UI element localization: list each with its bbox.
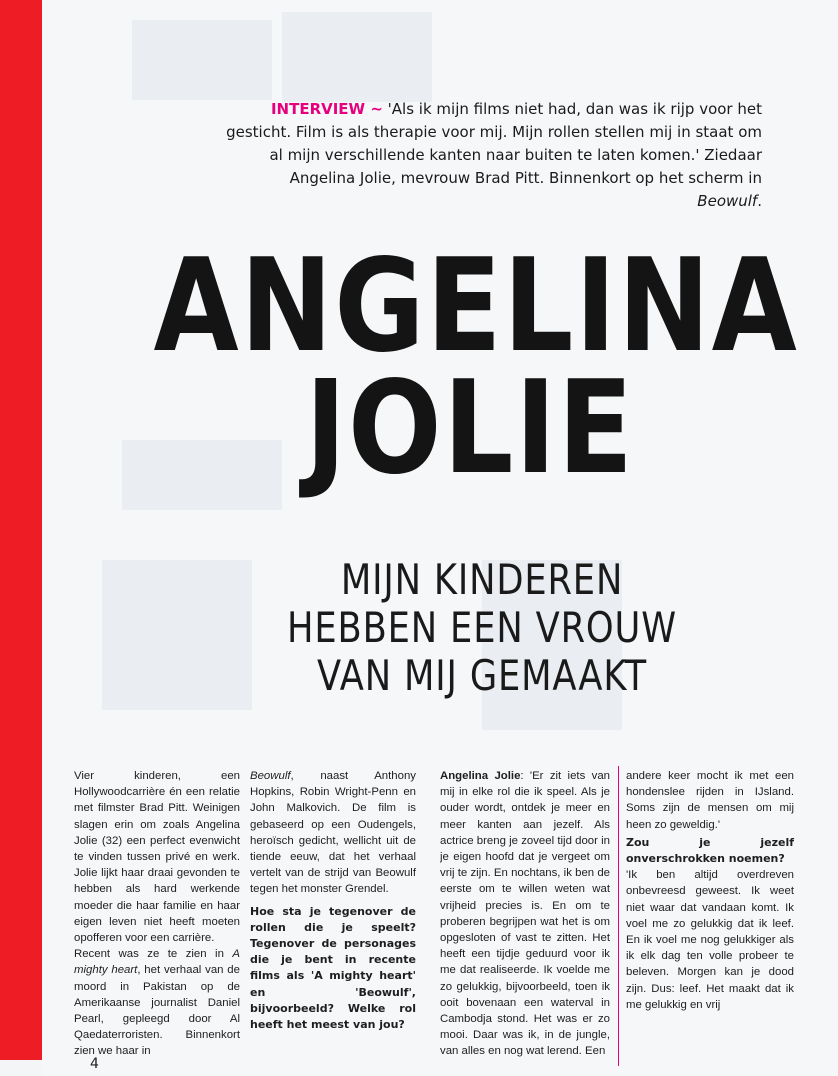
subheadline-line-3: VAN MIJ GEMAAKT (317, 651, 647, 700)
body-column-4 (626, 768, 794, 1068)
body-column-1 (74, 768, 240, 1068)
subheadline (247, 556, 717, 700)
answer-1-text: : 'Er zit iets van mij in elke rol die ik speel. Als je ouder wordt, ontdek je meer en meer kanten aan jezelf. Als actrice breng je zoveel tijd door in je eigen hoofd dat je vergeet om vrij te zijn. En nochtans, ik ben de eerste om te willen weten wat vrijheid precies is. En om te proberen begrijpen wat het is om opgesloten of vast te zitten. Het heeft een tijdje geduurd voor ik me dat realiseerde. Ik voelde me zo gelukkig, bijvoorbeeld, toen ik ooit bovenaan een waterval in Cambodja stond. Het was er zo mooi. Daar was ik, in de jungle, van alles en nog wat lerend. Een (440, 770, 610, 1058)
question-1: Hoe sta je tegenover de rollen die je speelt? Tegenover de personages die je bent in recente films als 'A mighty heart' en 'Beowulf', bijvoorbeeld? Welke rol heeft het meest van jou? (250, 904, 416, 1032)
speaker-name: Angelina Jolie (440, 770, 521, 782)
intro-paragraph (222, 98, 762, 213)
ghost-photo-1 (132, 20, 272, 100)
body-paragraph-2-start: Recent was ze te zien in (74, 948, 233, 961)
film-title-beowulf: Beowulf (250, 770, 291, 782)
interview-kicker: INTERVIEW ~ (270, 100, 383, 118)
intro-film-title: Beowulf (697, 192, 758, 210)
body-column-2 (250, 768, 416, 1068)
headline-line-2: JOLIE (305, 354, 635, 503)
subheadline-line-1: MIJN KINDEREN (340, 555, 624, 604)
answer-1-continued: andere keer mocht ik met een hondenslee rijden in IJsland. Soms zijn de mensen om mij heen zo geweldig.' (626, 770, 794, 831)
answer-2: 'Ik ben altijd overdreven onbevreesd geweest. Ik weet niet waar dat vandaan komt. Ik voel me zo gelukkig dat ik leef. En ik voel me nog gelukkiger als ik elk dag ten volle probeer te beleven. Morgen kan je dood zijn. Dus: leef. Het maakt dat ik me gelukkig en vrij (626, 869, 794, 1011)
body-paragraph-1: Vier kinderen, een Hollywoodcarrière én een relatie met filmster Brad Pitt. Weinigen slagen erin om zoals Angelina Jolie (32) een perfect evenwicht te vinden tussen privé en werk. Jolie lijkt haar draai gevonden te hebben als hard werkende moeder die haar familie en haar eigen leven niet heeft moeten opofferen voor een carrière. (74, 770, 240, 945)
ghost-photo-2 (282, 12, 432, 102)
body-paragraph-2-end: , naast Anthony Hopkins, Robin Wright-Penn en John Malkovich. De film is gebaseerd op een Oudengels, heroïsch gedicht, wellicht uit de tiende eeuw, dat het verhaal vertelt van de strijd van Beowulf tegen het monster Grendel. (250, 770, 416, 896)
ghost-photo-4 (102, 560, 252, 710)
page-number: 4 (90, 1056, 99, 1072)
intro-end: . (757, 192, 762, 210)
column-divider (618, 766, 619, 1066)
body-column-3 (440, 768, 610, 1064)
film-title-a-mighty-heart: A mighty heart (74, 948, 240, 977)
headline (153, 232, 799, 503)
red-margin-bar (0, 0, 42, 1060)
answer-1 (440, 768, 610, 1060)
body-paragraph-2-continued (250, 768, 416, 898)
intro-text: 'Als ik mijn films niet had, dan was ik rijp voor het gesticht. Film is als therapie voor mij. Mijn rollen stellen mij in staat om al mijn verschillende kanten naar buiten te laten komen.' Ziedaar Angelina Jolie, mevrouw Brad Pitt. Binnenkort op het scherm in (226, 100, 762, 187)
headline-line-1: ANGELINA (153, 232, 799, 381)
question-2: Zou je jezelf onverschrokken noemen? (626, 835, 794, 866)
body-paragraph-2-middle: , het verhaal van de moord in Pakistan op de Amerikaanse journalist Daniel Pearl, gepleegd door Al Qaedaterroristen. Binnenkort zien we haar in (74, 964, 240, 1058)
body-paragraph-2 (74, 946, 240, 1059)
subheadline-line-2: HEBBEN EEN VROUW (287, 603, 677, 652)
